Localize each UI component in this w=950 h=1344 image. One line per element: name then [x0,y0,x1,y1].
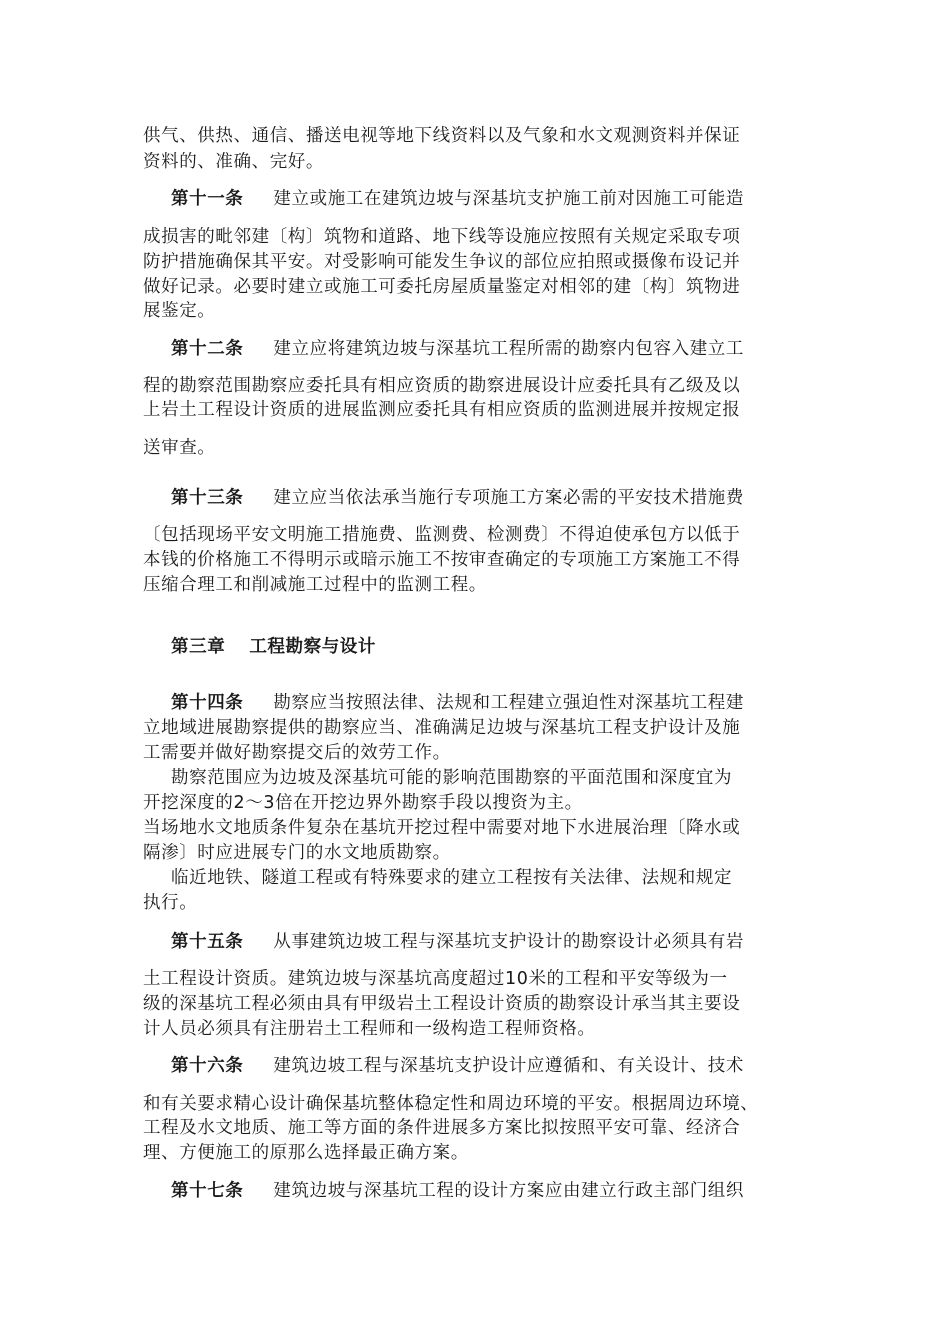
article-label: 第十五条 [171,932,244,952]
article-14 [171,695,744,713]
chapter-heading [171,639,376,657]
body-line: 开挖深度的2～3倍在开挖边界外勘察手段以搜资为主。 [143,793,583,813]
article-label: 第十一条 [171,189,244,209]
body-line: 工程及水文地质、施工等方面的条件进展多方案比拟按照平安可靠、经济合 [143,1118,741,1138]
article-text: 建筑边坡工程与深基坑支护设计应遵循和、有关设计、技术 [273,1056,745,1076]
body-line: 供气、供热、通信、播送电视等地下线资料以及气象和水文观测资料并保证 [143,126,741,146]
article-15 [171,934,744,952]
article-text: 建立应当依法承当施行专项施工方案必需的平安技术措施费 [273,488,745,508]
body-line: 临近地铁、隧道工程或有特殊要求的建立工程按有关法律、法规和规定 [171,868,733,888]
article-12 [171,341,744,359]
body-line: 程的勘察范围勘察应委托具有相应资质的勘察进展设计应委托具有乙级及以 [143,376,741,396]
chapter-label: 第三章 [171,637,226,657]
body-line: 成损害的毗邻建〔构〕筑物和道路、地下线等设施应按照有关规定采取专项 [143,227,741,247]
body-line: 隔渗〕时应进展专门的水文地质勘察。 [143,843,451,863]
body-line: 和有关要求精心设计确保基坑整体稳定性和周边环境的平安。根据周边环境、 [143,1094,759,1114]
body-line: 做好记录。必要时建立或施工可委托房屋质量鉴定对相邻的建〔构〕筑物进 [143,277,741,297]
body-line: 展鉴定。 [143,301,216,321]
article-label: 第十七条 [171,1181,244,1201]
body-line: 资料的、准确、完好。 [143,152,324,172]
body-line: 上岩土工程设计资质的进展监测应委托具有相应资质的监测进展并按规定报 [143,400,741,420]
body-line: 工需要并做好勘察提交后的效劳工作。 [143,743,451,763]
article-text: 勘察应当按照法律、法规和工程建立强迫性对深基坑工程建 [273,693,745,713]
body-line: 理、方便施工的原那么选择最正确方案。 [143,1143,469,1163]
article-label: 第十六条 [171,1056,244,1076]
body-line: 土工程设计资质。建筑边坡与深基坑高度超过10米的工程和平安等级为一 [143,969,728,989]
body-line: 执行。 [143,893,198,913]
body-line: 计人员必须具有注册岩土工程师和一级构造工程师资格。 [143,1019,596,1039]
article-16 [171,1058,744,1076]
body-line: 立地域进展勘察提供的勘察应当、准确满足边坡与深基坑工程支护设计及施 [143,718,741,738]
article-label: 第十三条 [171,488,244,508]
article-text: 建立或施工在建筑边坡与深基坑支护施工前对因施工可能造 [273,189,745,209]
article-label: 第十二条 [171,339,244,359]
body-line: 〔包括现场平安文明施工措施费、监测费、检测费〕不得迫使承包方以低于 [143,525,741,545]
article-text: 从事建筑边坡工程与深基坑支护设计的勘察设计必须具有岩 [273,932,745,952]
body-line: 级的深基坑工程必须由具有甲级岩土工程设计资质的勘察设计承当其主要设 [143,994,741,1014]
body-line: 防护措施确保其平安。对受影响可能发生争议的部位应拍照或摄像布设记并 [143,252,741,272]
article-text: 建筑边坡与深基坑工程的设计方案应由建立行政主部门组织 [273,1181,745,1201]
article-11 [171,191,744,209]
body-line: 勘察范围应为边坡及深基坑可能的影响范围勘察的平面范围和深度宜为 [171,768,733,788]
article-13 [171,490,744,508]
chapter-title: 工程勘察与设计 [249,637,377,657]
body-line: 本钱的价格施工不得明示或暗示施工不按审查确定的专项施工方案施工不得 [143,550,741,570]
body-line: 送审查。 [143,438,216,458]
body-line: 当场地水文地质条件复杂在基坑开挖过程中需要对地下水进展治理〔降水或 [143,818,741,838]
body-line: 压缩合理工和削减施工过程中的监测工程。 [143,575,487,595]
article-17 [171,1183,744,1201]
article-text: 建立应将建筑边坡与深基坑工程所需的勘察内包容入建立工 [273,339,745,359]
article-label: 第十四条 [171,693,244,713]
